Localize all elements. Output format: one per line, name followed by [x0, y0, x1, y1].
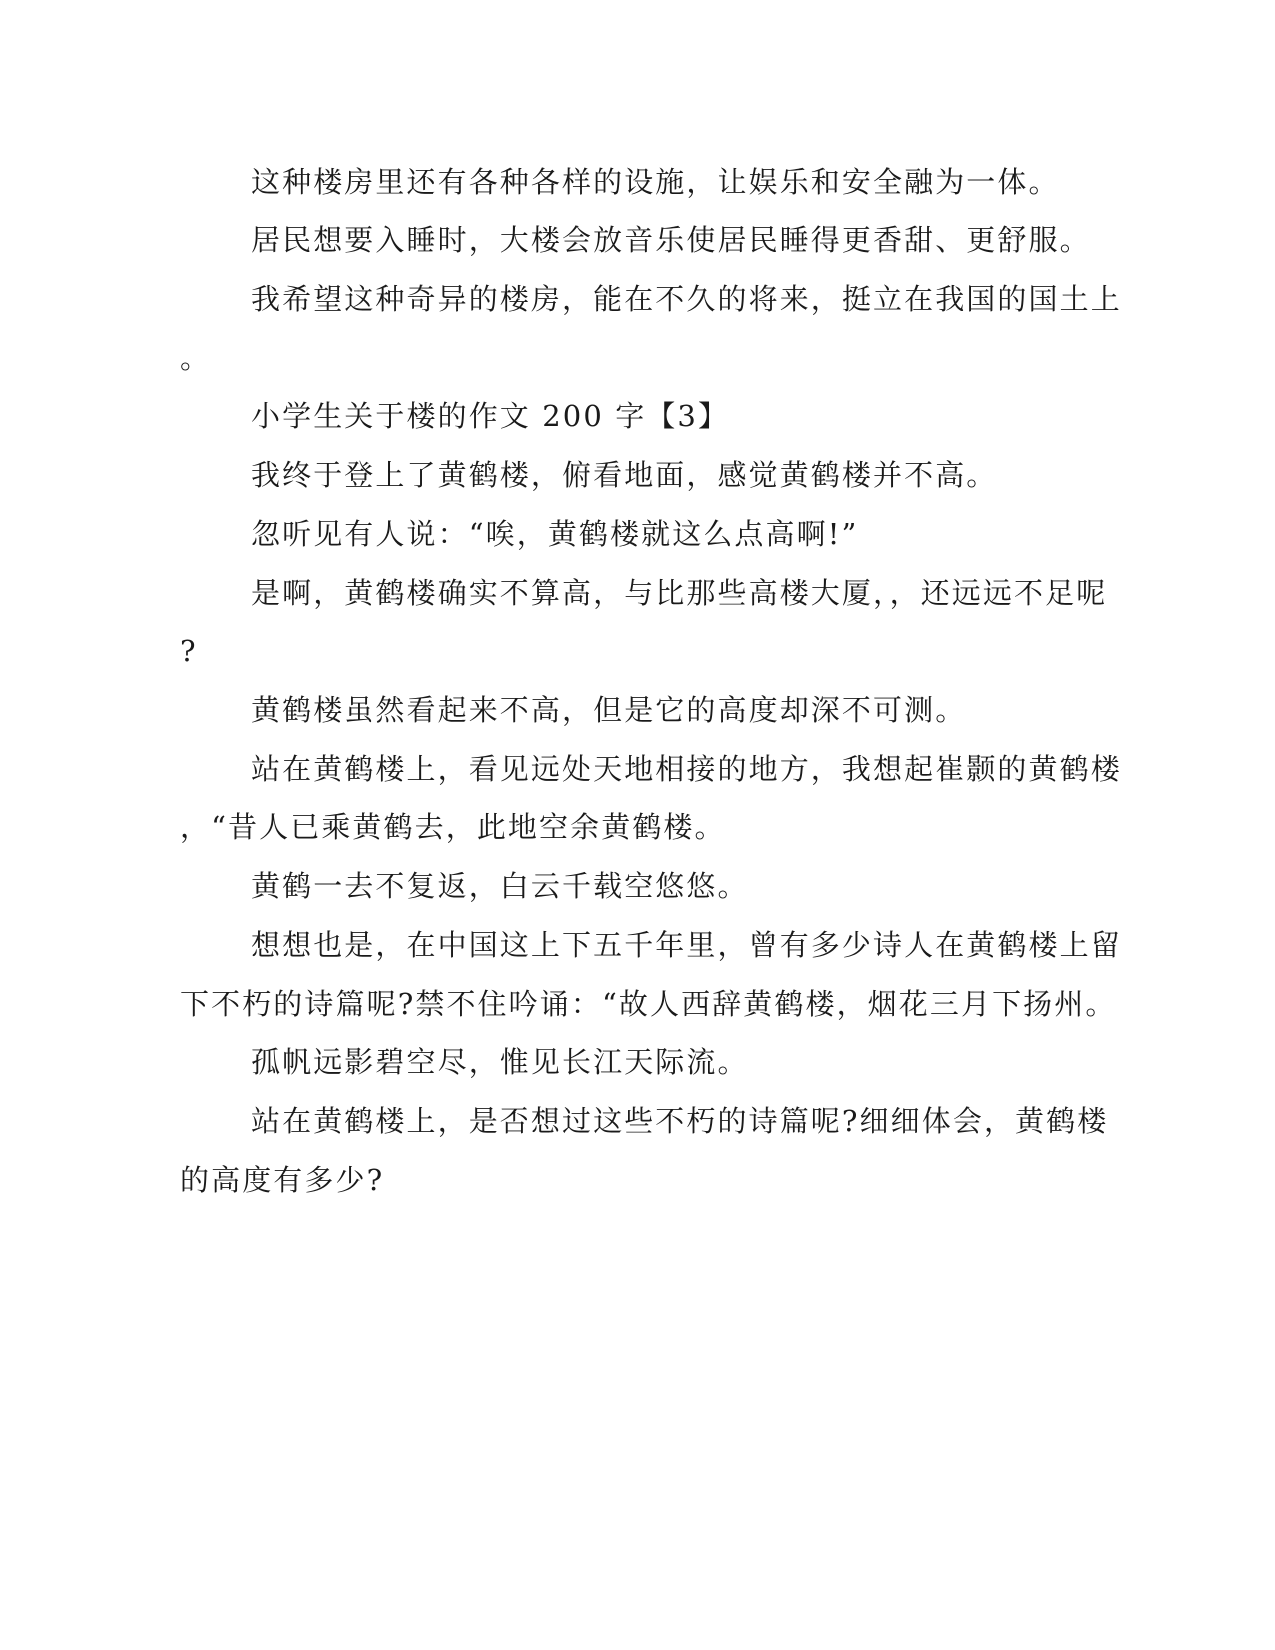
text-line-14: 想想也是，在中国这上下五千年里，曾有多少诗人在黄鹤楼上留 [251, 928, 1122, 962]
text-line-3: 我希望这种奇异的楼房，能在不久的将来，挺立在我国的国土上 [251, 282, 1122, 316]
text-line-10: 黄鹤楼虽然看起来不高，但是它的高度却深不可测。 [251, 693, 967, 727]
text-line-4: 。 [180, 341, 212, 375]
text-line-7: 忽听见有人说：“唉，黄鹤楼就这么点高啊!” [251, 517, 859, 551]
text-line-1: 这种楼房里还有各种各样的设施，让娱乐和安全融为一体。 [251, 165, 1060, 199]
text-line-11: 站在黄鹤楼上，看见远处天地相接的地方，我想起崔颢的黄鹤楼 [251, 752, 1122, 786]
text-line-2: 居民想要入睡时，大楼会放音乐使居民睡得更香甜、更舒服。 [251, 223, 1091, 257]
text-line-6: 我终于登上了黄鹤楼，俯看地面，感觉黄鹤楼并不高。 [251, 458, 998, 492]
text-line-18: 的高度有多少? [180, 1163, 385, 1197]
section-heading: 小学生关于楼的作文 200 字【3】 [251, 399, 730, 433]
text-line-9: ? [180, 634, 198, 668]
text-line-15: 下不朽的诗篇呢?禁不住吟诵：“故人西辞黄鹤楼，烟花三月下扬州。 [180, 987, 1117, 1021]
text-line-16: 孤帆远影碧空尽，惟见长江天际流。 [251, 1045, 749, 1079]
text-line-17: 站在黄鹤楼上，是否想过这些不朽的诗篇呢?细细体会，黄鹤楼 [251, 1104, 1109, 1138]
text-line-13: 黄鹤一去不复返，白云千载空悠悠。 [251, 869, 749, 903]
text-line-8: 是啊，黄鹤楼确实不算高，与比那些高楼大厦，，还远远不足呢 [251, 576, 1108, 610]
text-line-12: ，“昔人已乘黄鹤去，此地空余黄鹤楼。 [180, 810, 726, 844]
